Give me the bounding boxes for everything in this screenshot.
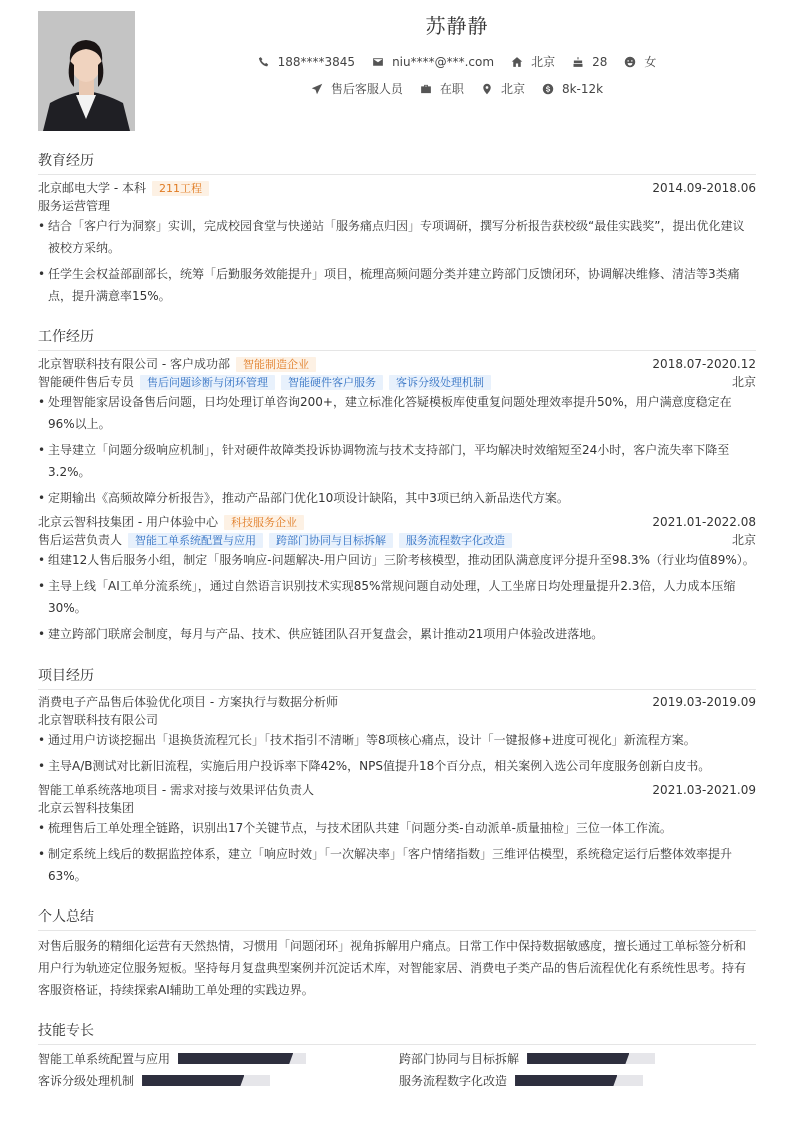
avatar bbox=[38, 11, 135, 131]
job-position: 智能硬件售后专员 bbox=[38, 375, 135, 389]
cake-icon bbox=[572, 56, 584, 68]
job-bullet: • 主导上线「AI工单分流系统」，通过自然语言识别技术实现85%常规问题自动处理，人工坐席日均处理量提升2.3倍，人力成本压缩30%。 bbox=[38, 575, 756, 619]
summary-section-title: 个人总结 bbox=[38, 906, 756, 931]
skill-tag: 智能工单系统配置与应用 bbox=[128, 533, 263, 548]
skill-level-fill bbox=[142, 1075, 244, 1086]
job-header bbox=[38, 356, 756, 372]
skill-name: 客诉分级处理机制 bbox=[38, 1074, 135, 1088]
project-bullet: • 主导A/B测试对比新旧流程，实施后用户投诉率下降42%，NPS值提升18个百分点，相关案例入选公司年度服务创新白皮书。 bbox=[38, 755, 756, 777]
salary-item bbox=[542, 82, 603, 96]
candidate-name: 苏静静 bbox=[425, 14, 489, 38]
project-org: 北京云智科技集团 bbox=[38, 801, 135, 815]
summary-text: 对售后服务的精细化运营有天然热情，习惯用「问题闭环」视角拆解用户痛点。日常工作中保持数据敏感度，擅长通过工单标签分析和用户行为轨迹定位服务短板。坚持每月复盘典型案例并沉淀话术库，对智能家居、消费电子类产品的售后流程优化有系统性思考。持有客服资格证，持续探索AI辅助工单处理的实践边界。 bbox=[38, 939, 747, 997]
skill-level-bar bbox=[142, 1075, 270, 1086]
education-bullet: • 结合「客户行为洞察」实训，完成校园食堂与快递站「服务痛点归因」专项调研，撰写分析报告获校级“最佳实践奖”，提出优化建议被校方采纳。 bbox=[38, 215, 756, 259]
education-section-title: 教育经历 bbox=[38, 150, 756, 175]
phone-item bbox=[258, 55, 355, 69]
age-text: 28 bbox=[592, 54, 608, 69]
city-item bbox=[511, 53, 555, 70]
home-icon bbox=[511, 56, 523, 68]
job-intention-row bbox=[160, 80, 754, 97]
project-date: 2021.03-2021.09 bbox=[652, 783, 756, 797]
company-tag: 科技服务企业 bbox=[224, 515, 304, 530]
phone-text: 188****3845 bbox=[277, 54, 356, 69]
company-name: 北京智联科技有限公司 - 客户成功部 bbox=[38, 357, 230, 371]
job-position-row bbox=[38, 532, 756, 548]
job-bullet: • 处理智能家居设备售后问题，日均处理订单咨询200+，建立标准化答疑模板库使重复问题处理效率提升50%，用户满意度稳定在96%以上。 bbox=[38, 391, 756, 435]
contact-info-row bbox=[160, 53, 754, 70]
project-date: 2019.03-2019.09 bbox=[652, 695, 756, 709]
skill-tag: 客诉分级处理机制 bbox=[389, 375, 491, 390]
major-name: 服务运营管理 bbox=[38, 199, 111, 213]
project-org-row bbox=[38, 800, 756, 816]
skill-level-fill bbox=[515, 1075, 617, 1086]
age-item bbox=[572, 55, 607, 69]
job-bullet: • 组建12人售后服务小组，制定「服务响应-问题解决-用户回访」三阶考核模型，推动团队满意度评分提升至98.3%（行业均值89%）。 bbox=[38, 549, 756, 571]
project-name: 消费电子产品售后体验优化项目 - 方案执行与数据分析师 bbox=[38, 695, 338, 709]
location-pin-icon bbox=[481, 83, 493, 95]
gender-text: 女 bbox=[644, 55, 657, 69]
project-header bbox=[38, 694, 756, 710]
job-bullet: • 建立跨部门联席会制度，每月与产品、技术、供应链团队召开复盘会，累计推动21项用户体验改进落地。 bbox=[38, 623, 756, 645]
target-job-item bbox=[311, 80, 403, 97]
skill-level-bar bbox=[178, 1053, 306, 1064]
project-bullet: • 梳理售后工单处理全链路，识别出17个关键节点，与技术团队共建「问题分类-自动派单-质量抽检」三位一体工作流。 bbox=[38, 817, 756, 839]
education-bullet: • 任学生会权益部副部长，统筹「后勤服务效能提升」项目，梳理高频问题分类并建立跨部门反馈闭环，协调解决维修、清洁等3类痛点，提升满意率15%。 bbox=[38, 263, 756, 307]
salary-text: 8k-12k bbox=[561, 81, 604, 96]
work-section-title: 工作经历 bbox=[38, 326, 756, 351]
skill-tag: 售后问题诊断与闭环管理 bbox=[140, 375, 275, 390]
education-date: 2014.09-2018.06 bbox=[652, 181, 756, 195]
job-bullet: • 定期输出《高频故障分析报告》，推动产品部门优化10项设计缺陷，其中3项已纳入新品迭代方案。 bbox=[38, 487, 756, 509]
target-city-item bbox=[481, 80, 525, 97]
email-item bbox=[372, 55, 494, 69]
send-icon bbox=[311, 83, 323, 95]
briefcase-icon bbox=[420, 83, 432, 95]
target-city-text: 北京 bbox=[500, 82, 525, 96]
project-bullet: • 通过用户访谈挖掘出「退换货流程冗长」「技术指引不清晰」等8项核心痛点，设计「一键报修+进度可视化」新流程方案。 bbox=[38, 729, 756, 751]
project-org: 北京智联科技有限公司 bbox=[38, 713, 159, 727]
skill-item bbox=[399, 1072, 643, 1089]
email-text: niu****@***.com bbox=[392, 54, 495, 69]
skill-item bbox=[38, 1072, 270, 1089]
gender-item bbox=[624, 53, 656, 70]
money-icon bbox=[542, 83, 554, 95]
school-tag: 211工程 bbox=[152, 181, 209, 196]
company-name: 北京云智科技集团 - 用户体验中心 bbox=[38, 515, 218, 529]
project-org-row bbox=[38, 712, 756, 728]
job-city: 北京 bbox=[731, 375, 756, 389]
skill-name: 智能工单系统配置与应用 bbox=[38, 1052, 171, 1066]
project-bullet: • 制定系统上线后的数据监控体系，建立「响应时效」「一次解决率」「客户情绪指数」三维评估模型，系统稳定运行后整体效率提升63%。 bbox=[38, 843, 756, 887]
projects-section-title: 项目经历 bbox=[38, 665, 756, 690]
city-text: 北京 bbox=[531, 55, 556, 69]
skills-section-title: 技能专长 bbox=[38, 1020, 756, 1045]
skill-name: 跨部门协同与目标拆解 bbox=[399, 1052, 520, 1066]
skill-level-fill bbox=[178, 1053, 293, 1064]
phone-icon bbox=[258, 56, 270, 68]
skill-tag: 跨部门协同与目标拆解 bbox=[269, 533, 393, 548]
status-item bbox=[420, 80, 464, 97]
skill-tag: 智能硬件客户服务 bbox=[281, 375, 383, 390]
job-city: 北京 bbox=[731, 533, 756, 547]
target-job-text: 售后客服人员 bbox=[330, 82, 403, 96]
status-text: 在职 bbox=[439, 82, 464, 96]
project-name: 智能工单系统落地项目 - 需求对接与效果评估负责人 bbox=[38, 783, 314, 797]
skill-tag: 服务流程数字化改造 bbox=[399, 533, 512, 548]
skill-item bbox=[38, 1050, 306, 1067]
skill-name: 服务流程数字化改造 bbox=[399, 1074, 508, 1088]
school-name: 北京邮电大学 - 本科 bbox=[38, 181, 146, 195]
job-date: 2021.01-2022.08 bbox=[652, 515, 756, 529]
job-position-row bbox=[38, 374, 756, 390]
project-header bbox=[38, 782, 756, 798]
job-bullet: • 主导建立「问题分级响应机制」，针对硬件故障类投诉协调物流与技术支持部门，平均解决时效缩短至24小时，客户流失率下降至3.2%。 bbox=[38, 439, 756, 483]
skill-level-bar bbox=[527, 1053, 655, 1064]
education-major-row bbox=[38, 198, 756, 214]
mail-icon bbox=[372, 56, 384, 68]
smile-icon bbox=[624, 56, 636, 68]
job-date: 2018.07-2020.12 bbox=[652, 357, 756, 371]
job-header bbox=[38, 514, 756, 530]
skill-level-bar bbox=[515, 1075, 643, 1086]
company-tag: 智能制造企业 bbox=[236, 357, 316, 372]
skill-item bbox=[399, 1050, 655, 1067]
job-position: 售后运营负责人 bbox=[38, 533, 123, 547]
education-header bbox=[38, 180, 756, 196]
skill-level-fill bbox=[527, 1053, 629, 1064]
